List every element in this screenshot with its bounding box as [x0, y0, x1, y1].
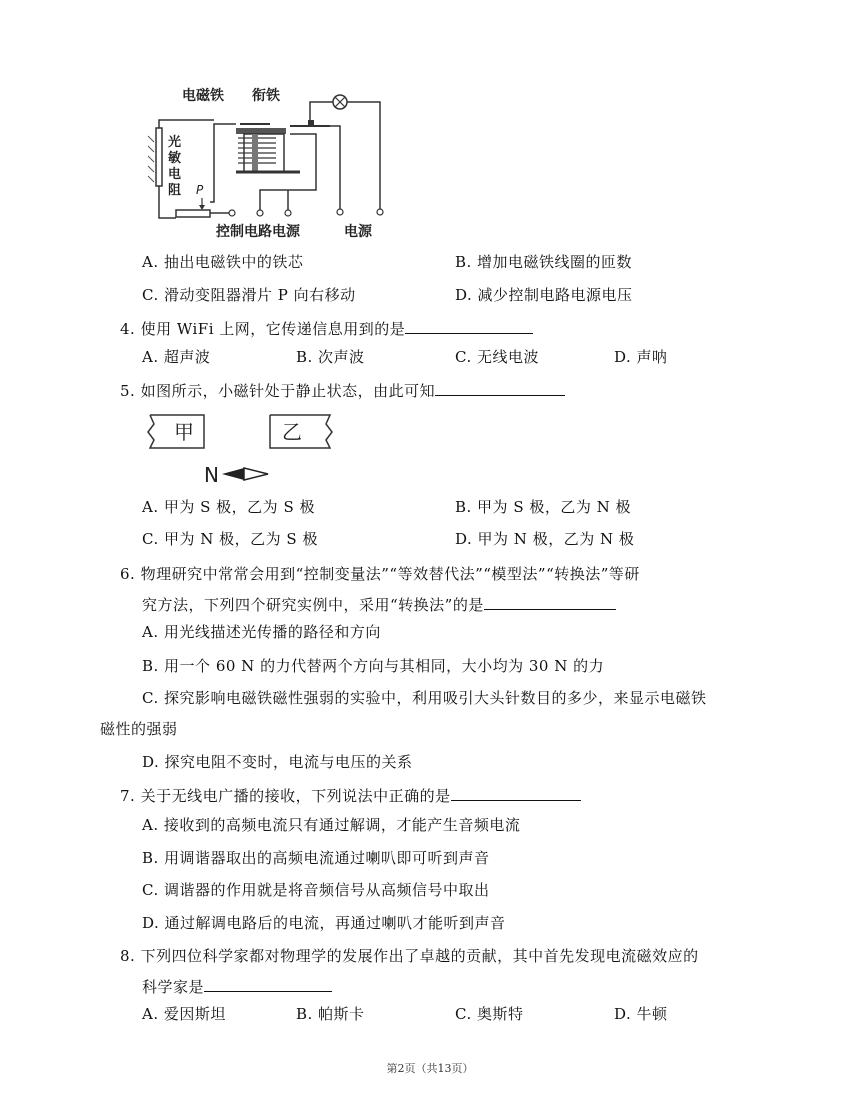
slider-p-label: P: [196, 183, 204, 197]
q7-option-c[interactable]: C. 调谐器的作用就是将音频信号从高频信号中取出: [142, 881, 490, 899]
q7-option-a[interactable]: A. 接收到的高频电流只有通过解调，才能产生音频电流: [142, 816, 521, 834]
q6-stem-line1: 6. 物理研究中常常会用到“控制变量法”“等效替代法”“模型法”“转换法”等研: [120, 565, 640, 583]
q6-stem-text: 究方法，下列四个研究实例中，采用“转换法”的是: [142, 596, 484, 614]
q5-stem: [120, 380, 565, 401]
q3-option-b[interactable]: B. 增加电磁铁线圈的匝数: [455, 253, 633, 271]
q3-option-a[interactable]: A. 抽出电磁铁中的铁芯: [142, 253, 304, 271]
q5-stem-text: 5. 如图所示，小磁针处于静止状态，由此可知: [120, 382, 436, 400]
q6-option-c-line2[interactable]: 磁性的强弱: [100, 720, 178, 738]
q8-stem-text: 科学家是: [142, 978, 205, 996]
photoresistor-label-2: 敏: [168, 151, 182, 166]
q4-stem: [120, 318, 533, 339]
q8-stem-line1: 8. 下列四位科学家都对物理学的发展作出了卓越的贡献，其中首先发现电流磁效应的: [120, 947, 699, 965]
q6-option-c-line1[interactable]: C. 探究影响电磁铁磁性强弱的实验中，利用吸引大头针数目的多少，来显示电磁铁: [142, 689, 707, 707]
photoresistor-label-1: 光: [168, 135, 182, 150]
relay-circuit-figure: [140, 82, 400, 242]
electromagnet-label: 电磁铁: [182, 88, 224, 104]
q8-option-d[interactable]: D. 牛顿: [614, 1005, 668, 1023]
q6-option-b[interactable]: B. 用一个 60 N 的力代替两个方向与其相同，大小均为 30 N 的力: [142, 657, 605, 675]
magnet-figure: [140, 410, 340, 490]
q8-option-b[interactable]: B. 帕斯卡: [296, 1005, 365, 1023]
q7-stem-text: 7. 关于无线电广播的接收，下列说法中正确的是: [120, 787, 451, 805]
control-power-label: 控制电路电源: [216, 224, 300, 240]
magnet-jia-label: 甲: [174, 420, 194, 444]
q4-option-d[interactable]: D. 声呐: [614, 348, 668, 366]
q6-option-a[interactable]: A. 用光线描述光传播的路径和方向: [142, 623, 381, 641]
q6-option-d[interactable]: D. 探究电阻不变时，电流与电压的关系: [142, 753, 413, 771]
q5-option-b[interactable]: B. 甲为 S 极，乙为 N 极: [455, 498, 632, 516]
compass-n-label: N: [204, 463, 219, 487]
q7-answer-blank[interactable]: [451, 785, 581, 801]
q3-option-d[interactable]: D. 减少控制电路电源电压: [455, 286, 633, 304]
q8-option-a[interactable]: A. 爱因斯坦: [142, 1005, 226, 1023]
q8-stem-line2: [142, 976, 332, 997]
q4-stem-text: 4. 使用 WiFi 上网，它传递信息用到的是: [120, 320, 406, 338]
magnet-yi-label: 乙: [282, 420, 302, 444]
photoresistor-label-3: 电: [168, 167, 182, 182]
armature-label: 衔铁: [252, 88, 280, 104]
q5-option-a[interactable]: A. 甲为 S 极，乙为 S 极: [142, 498, 315, 516]
power-label: 电源: [344, 224, 372, 240]
q4-option-a[interactable]: A. 超声波: [142, 348, 211, 366]
q4-option-b[interactable]: B. 次声波: [296, 348, 365, 366]
photoresistor-label-4: 阻: [168, 183, 182, 198]
q5-option-c[interactable]: C. 甲为 N 极，乙为 S 极: [142, 530, 318, 548]
q7-option-b[interactable]: B. 用调谐器取出的高频电流通过喇叭即可听到声音: [142, 849, 490, 867]
q5-option-d[interactable]: D. 甲为 N 极，乙为 N 极: [455, 530, 635, 548]
q4-option-c[interactable]: C. 无线电波: [455, 348, 539, 366]
q8-option-c[interactable]: C. 奥斯特: [455, 1005, 524, 1023]
q6-answer-blank[interactable]: [484, 594, 616, 610]
page-footer: 第2页（共13页）: [386, 1062, 474, 1075]
q5-answer-blank[interactable]: [435, 380, 565, 396]
q7-stem: [120, 785, 581, 806]
q6-stem-line2: [142, 594, 616, 615]
q3-option-c[interactable]: C. 滑动变阻器滑片 P 向右移动: [142, 286, 356, 304]
q7-option-d[interactable]: D. 通过解调电路后的电流，再通过喇叭才能听到声音: [142, 914, 506, 932]
q4-answer-blank[interactable]: [405, 318, 533, 334]
q8-answer-blank[interactable]: [204, 976, 332, 992]
